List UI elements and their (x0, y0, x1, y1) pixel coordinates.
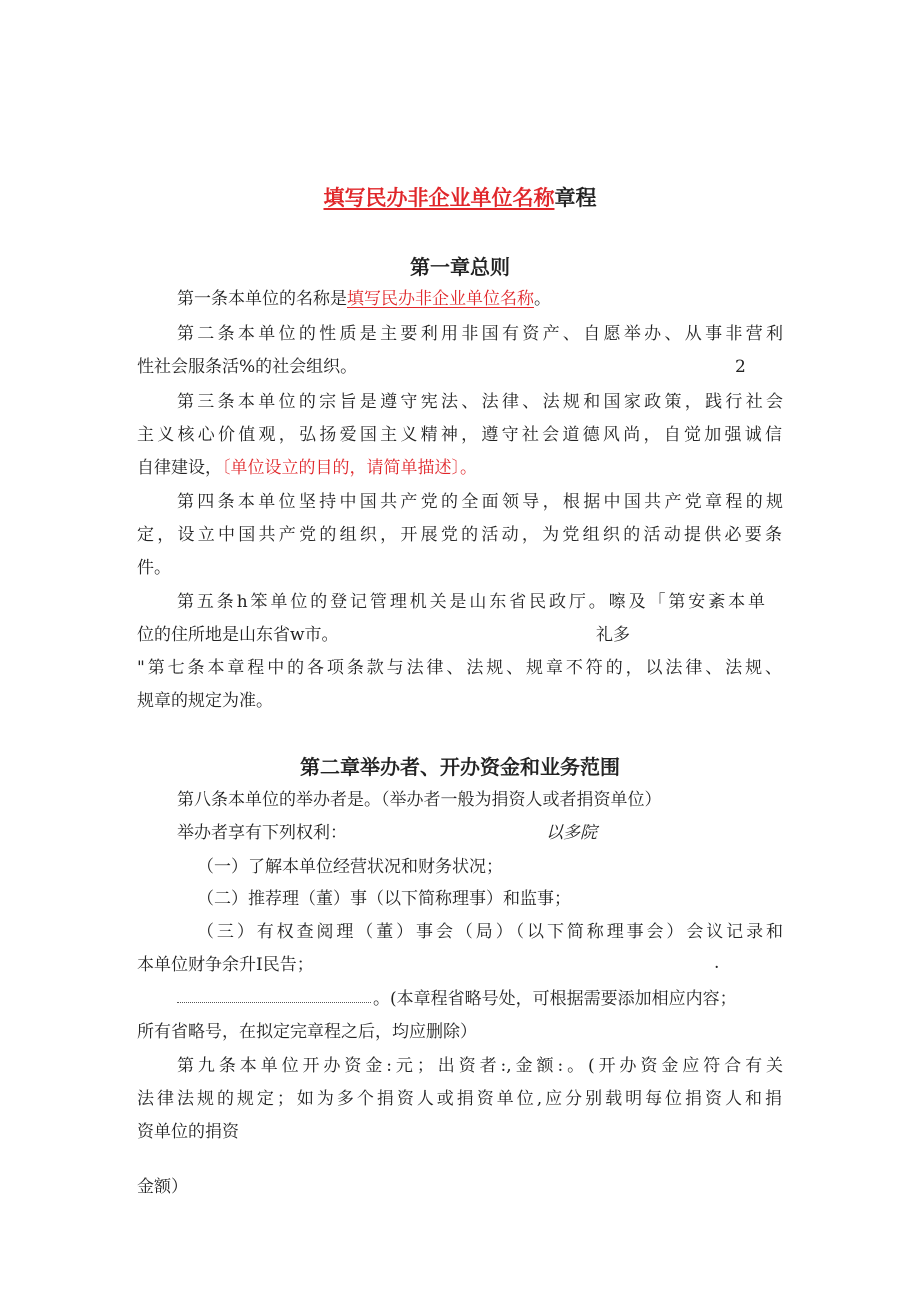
chapter-1-heading: 第一章总则 (410, 255, 510, 279)
article-9-line-1: 第九条本单位开办资金:元；出资者:,金额:。(开办资金应符合有关 (177, 1056, 783, 1076)
rights-mark: 以多院 (546, 823, 597, 843)
article-1 (177, 286, 551, 312)
article-2-mark: 2 (735, 357, 746, 377)
rights-intro: 举办者享有下列权利： (177, 823, 347, 843)
article-5-mark: 礼多 (596, 625, 630, 645)
right-1: （一）了解本单位经营状况和财务状况； (197, 857, 503, 877)
article-4-line-3: 件。 (137, 558, 171, 578)
right-2: （二）推荐理（董）事（以下简称理事）和监事； (197, 889, 571, 909)
note-line-1 (177, 986, 737, 1012)
article-7-line-1: "第七条本章程中的各项条款与法律、法规、规章不符的，以法律、法规、 (137, 658, 782, 678)
title-org-name: 填写民办非企业单位名称 (323, 186, 555, 210)
article-5-line-2: 位的住所地是山东省w市。 (137, 625, 339, 645)
note-line-1-text: 。(本章程省略号处，可根据需要添加相应内容； (373, 989, 737, 1009)
document-title (0, 183, 920, 213)
article-4-line-1: 第四条本单位坚持中国共产党的全面领导，根据中国共产党章程的规 (177, 492, 783, 512)
article-3-line-3 (137, 455, 477, 481)
article-2-line-2: 性社会服条活%的社会组织。 (137, 357, 358, 377)
article-1-org-name: 填写民办非企业单位名称 (347, 289, 534, 309)
article-8: 第八条本单位的举办者是。（举办者一般为捐资人或者捐资单位） (177, 790, 662, 810)
article-3-line-2: 主义核心价值观，弘扬爱国主义精神，遵守社会道德风尚，自觉加强诚信 (137, 425, 782, 445)
article-3-line-3-text: 自律建设， (137, 458, 222, 478)
article-9-line-2: 法律法规的规定；如为多个捐资人或捐资单位,应分别载明每位捐资人和捐 (137, 1089, 782, 1109)
right-3-mark: . (714, 953, 720, 973)
article-3-purpose-placeholder: 〔单位设立的目的，请简单描述〕。 (222, 458, 477, 478)
chapter-2-heading: 第二章举办者、开办资金和业务范围 (300, 755, 620, 779)
article-3-line-1: 第三条本单位的宗旨是遵守宪法、法律、法规和国家政策，践行社会 (177, 392, 783, 412)
article-9-line-3: 资单位的捐资 (137, 1122, 239, 1142)
right-3-line-1: （三）有权查阅理（董）事会（局）（以下简称理事会）会议记录和 (197, 922, 783, 942)
article-5-line-1: 第五条h笨单位的登记管理机关是山东省民政厅。嚓及「第安紊本单 (177, 592, 765, 612)
ellipsis-dots (177, 996, 371, 1003)
article-1-text: 第一条本单位的名称是 (177, 289, 347, 309)
article-4-line-2: 定，设立中国共产党的组织，开展党的活动，为党组织的活动提供必要条 (137, 525, 782, 545)
article-9-line-4: 金额） (137, 1177, 188, 1197)
title-suffix: 章程 (554, 186, 597, 210)
article-2-line-1: 第二条本单位的性质是主要利用非国有资产、自愿举办、从事非营利 (177, 324, 783, 344)
article-1-end: 。 (534, 289, 551, 309)
right-3-line-2: 本单位财争余升I民告； (137, 955, 314, 975)
note-line-2: 所有省略号，在拟定完章程之后，均应删除） (137, 1022, 477, 1042)
article-7-line-2: 规章的规定为准。 (137, 691, 273, 711)
